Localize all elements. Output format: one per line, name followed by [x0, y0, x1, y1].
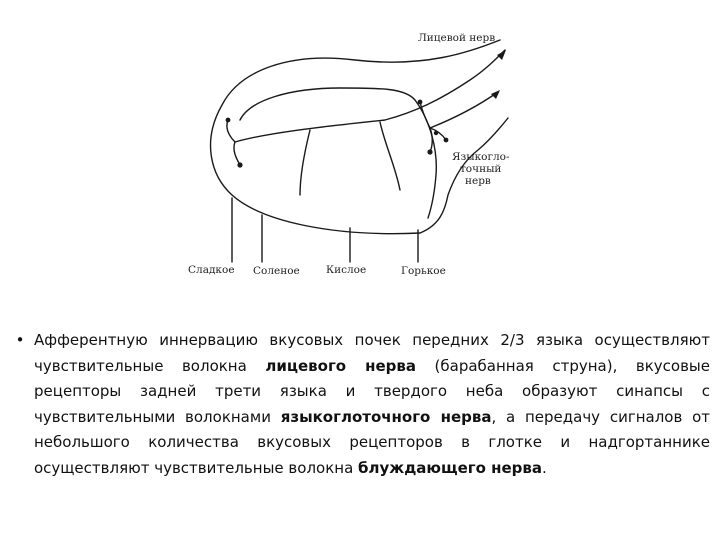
- ending-dot: [226, 118, 231, 123]
- paragraph: [34, 328, 710, 481]
- bullet: •: [15, 331, 25, 349]
- vagus-nerve-term: блуждающего нерва: [358, 458, 543, 477]
- ending-dot: [444, 138, 449, 143]
- label-salty: Соленое: [253, 265, 300, 277]
- label-sour: Кислое: [326, 264, 367, 276]
- label-bitter: Горькое: [401, 265, 446, 277]
- branch-4: [380, 122, 400, 190]
- facial-arrow-head: [497, 50, 506, 60]
- facial-nerve-term: лицевого нерва: [265, 356, 416, 375]
- branch-2: [227, 120, 235, 142]
- paragraph-part-2: (барабанная струна), вкусовые рецепторы задней трети языка и твердого неба образуют синапсы с чувствительными волокнами: [34, 356, 711, 426]
- tongue-inner-contour: [240, 88, 436, 218]
- label-glossopharyngeal-3: нерв: [465, 175, 491, 187]
- branch-3: [300, 130, 310, 195]
- ending-dot: [418, 100, 423, 105]
- branch-1: [234, 142, 240, 165]
- label-facial-nerve: Лицевой нерв: [418, 32, 496, 44]
- paragraph-part-1: Афферентную иннервацию вкусовых почек передних 2/3 языка осуществляют чувствительные волокна: [34, 331, 710, 375]
- glosso-arrow-head: [491, 90, 500, 99]
- ending-dot: [434, 131, 438, 135]
- ending-dot: [237, 162, 242, 167]
- paragraph-part-3: , а передачу сигналов от небольшого количества вкусовых рецепторов в глотке и надгортаннике осуществляют чувствительные волокна: [34, 407, 710, 477]
- label-glossopharyngeal-2: точный: [460, 163, 502, 175]
- ending-dot: [427, 149, 432, 154]
- label-glossopharyngeal-1: Языкогло-: [452, 151, 510, 163]
- paragraph-part-4: .: [542, 458, 547, 477]
- label-sweet: Сладкое: [188, 264, 235, 276]
- glossopharyngeal-nerve-term: языкоглоточного нерва: [280, 407, 492, 426]
- text-block: [10, 328, 710, 481]
